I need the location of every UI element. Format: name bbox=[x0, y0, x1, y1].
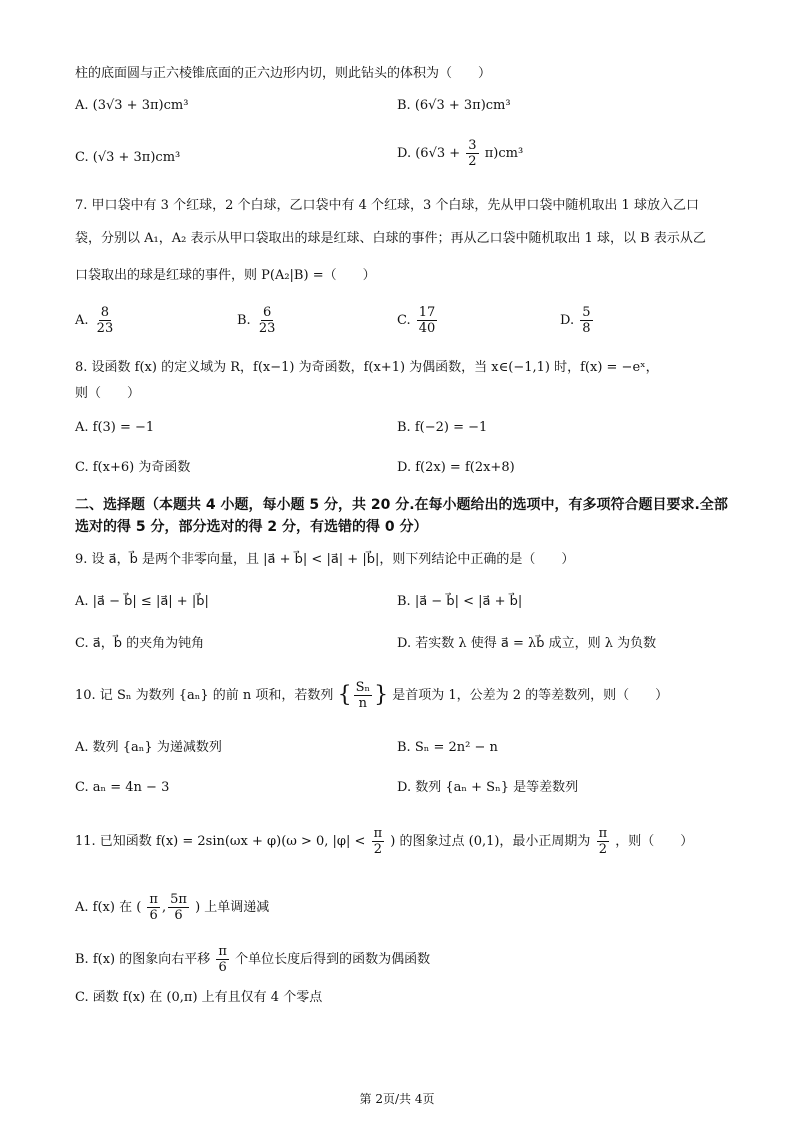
q7-line-2: 袋，分别以 A₁，A₂ 表示从甲口袋取出的球是红球、白球的事件；再从乙口袋中随机取出 1 球，以 B 表示从乙 bbox=[75, 231, 706, 246]
q9-stem: 9. 设 a⃗，b⃗ 是两个非零向量，且 |a⃗ + b⃗| < |a⃗| + |b⃗|，则下列结论中正确的是（ ） bbox=[75, 552, 575, 567]
q10-stem-pre: 10. 记 Sₙ 为数列 {aₙ} 的前 n 项和，若数列 bbox=[75, 688, 334, 703]
fraction bbox=[354, 680, 373, 711]
fraction-numerator: 5 bbox=[582, 305, 591, 320]
fraction-denominator: 23 bbox=[96, 321, 114, 336]
fraction bbox=[216, 944, 229, 975]
q6-option-a: A. (3√3 + 3π)cm³ bbox=[75, 98, 189, 113]
q6-option-d bbox=[397, 138, 523, 169]
q6-option-c: C. (√3 + 3π)cm³ bbox=[75, 150, 181, 165]
fraction-numerator: π bbox=[149, 892, 158, 907]
fraction-numerator: π bbox=[373, 826, 383, 841]
right-brace: } bbox=[374, 682, 389, 708]
q11-option-b-pre: B. f(x) 的图象向右平移 bbox=[75, 952, 211, 967]
fraction-denominator: 6 bbox=[218, 960, 227, 975]
q9-option-d: D. 若实数 λ 使得 a⃗ = λb⃗ 成立，则 λ 为负数 bbox=[397, 636, 657, 651]
q10-option-d: D. 数列 {aₙ + Sₙ} 是等差数列 bbox=[397, 780, 579, 795]
page-footer: 第 2页/共 4页 bbox=[359, 1092, 435, 1106]
q11-option-a-post: ) 上单调递减 bbox=[195, 900, 270, 915]
q11-option-c: C. 函数 f(x) 在 (0,π) 上有且仅有 4 个零点 bbox=[75, 990, 323, 1005]
q7-option-a bbox=[75, 305, 117, 336]
fraction bbox=[466, 138, 478, 169]
fraction bbox=[95, 305, 116, 336]
q6-option-b: B. (6√3 + 3π)cm³ bbox=[397, 98, 511, 113]
q9-option-c: C. a⃗，b⃗ 的夹角为钝角 bbox=[75, 636, 205, 651]
fraction bbox=[580, 305, 592, 336]
q7-line-3: 口袋取出的球是红球的事件，则 P(A₂|B) =（ ） bbox=[75, 268, 376, 283]
fraction-numerator: 5π bbox=[170, 892, 187, 907]
q10-stem bbox=[75, 680, 734, 711]
fraction-denominator: 40 bbox=[418, 321, 436, 336]
q8-line-1: 8. 设函数 f(x) 的定义域为 R，f(x−1) 为奇函数，f(x+1) 为偶函数，当 x∈(−1,1) 时，f(x) = −eˣ， bbox=[75, 360, 659, 375]
fraction-denominator: 6 bbox=[149, 908, 158, 923]
fraction-numerator: 8 bbox=[100, 305, 110, 320]
fraction bbox=[372, 826, 385, 857]
fraction bbox=[597, 826, 610, 857]
fraction bbox=[168, 892, 189, 923]
q9-option-a: A. |a⃗ − b⃗| ≤ |a⃗| + |b⃗| bbox=[75, 594, 209, 609]
q6-option-d-pre: D. (6√3 + bbox=[397, 146, 461, 161]
q11-option-b bbox=[75, 944, 430, 975]
q7-option-d bbox=[560, 305, 595, 336]
fraction-numerator: Sₙ bbox=[355, 680, 371, 695]
fraction-denominator: 2 bbox=[468, 154, 477, 169]
q11-stem-pre: 11. 已知函数 f(x) = 2sin(ωx + φ)(ω > 0, |φ| < bbox=[75, 834, 366, 849]
q11-stem-mid: ) 的图象过点 (0,1)，最小正周期为 bbox=[390, 834, 591, 849]
q9-option-b: B. |a⃗ − b⃗| < |a⃗ + b⃗| bbox=[397, 594, 523, 609]
fraction bbox=[417, 305, 438, 336]
option-label: D. bbox=[560, 313, 575, 328]
option-label: A. bbox=[75, 313, 89, 328]
fraction-numerator: π bbox=[598, 826, 608, 841]
fraction-denominator: n bbox=[358, 696, 368, 711]
q7-line-1: 7. 甲口袋中有 3 个红球，2 个白球，乙口袋中有 4 个红球，3 个白球，先从甲口袋中随机取出 1 球放入乙口 bbox=[75, 198, 699, 213]
fraction-denominator: 6 bbox=[174, 908, 183, 923]
comma: , bbox=[161, 900, 167, 915]
q6-stem-tail: 柱的底面圆与正六棱锥底面的正六边形内切，则此钻头的体积为（ ） bbox=[75, 66, 492, 81]
option-label: C. bbox=[397, 313, 411, 328]
fraction-denominator: 2 bbox=[373, 842, 382, 857]
fraction-denominator: 2 bbox=[598, 842, 607, 857]
q8-line-2: 则（ ） bbox=[75, 386, 141, 401]
fraction bbox=[257, 305, 278, 336]
fraction-numerator: π bbox=[218, 944, 227, 959]
q11-option-a bbox=[75, 892, 269, 923]
q8-option-c: C. f(x+6) 为奇函数 bbox=[75, 460, 191, 475]
section-2-heading: 二、选择题（本题共 4 小题，每小题 5 分，共 20 分.在每小题给出的选项中，有多项符合题目要求.全部选对的得 5 分，部分选对的得 2 分，有选错的得 0 分） bbox=[75, 497, 728, 535]
q7-option-b bbox=[237, 305, 279, 336]
q11-stem bbox=[75, 826, 734, 857]
q11-option-b-post: 个单位长度后得到的函数为偶函数 bbox=[235, 952, 431, 967]
q10-option-a: A. 数列 {aₙ} 为递减数列 bbox=[75, 740, 222, 755]
q8-option-b: B. f(−2) = −1 bbox=[397, 420, 488, 435]
q6-option-d-post: π)cm³ bbox=[484, 146, 524, 161]
q11-option-a-pre: A. f(x) 在 ( bbox=[75, 900, 142, 915]
fraction-numerator: 6 bbox=[262, 305, 272, 320]
option-label: B. bbox=[237, 313, 251, 328]
q11-stem-post: ，则（ ） bbox=[615, 834, 694, 849]
q10-stem-post: 是首项为 1，公差为 2 的等差数列，则（ ） bbox=[392, 688, 669, 703]
fraction-denominator: 8 bbox=[582, 321, 591, 336]
q10-option-c: C. aₙ = 4n − 3 bbox=[75, 780, 170, 795]
q8-option-d: D. f(2x) = f(2x+8) bbox=[397, 460, 515, 475]
fraction-numerator: 17 bbox=[418, 305, 436, 320]
q8-option-a: A. f(3) = −1 bbox=[75, 420, 155, 435]
q7-option-c bbox=[397, 305, 439, 336]
fraction-numerator: 3 bbox=[468, 138, 477, 153]
q10-option-b: B. Sₙ = 2n² − n bbox=[397, 740, 498, 755]
left-brace: { bbox=[337, 682, 352, 708]
fraction-denominator: 23 bbox=[258, 321, 276, 336]
fraction bbox=[147, 892, 160, 923]
